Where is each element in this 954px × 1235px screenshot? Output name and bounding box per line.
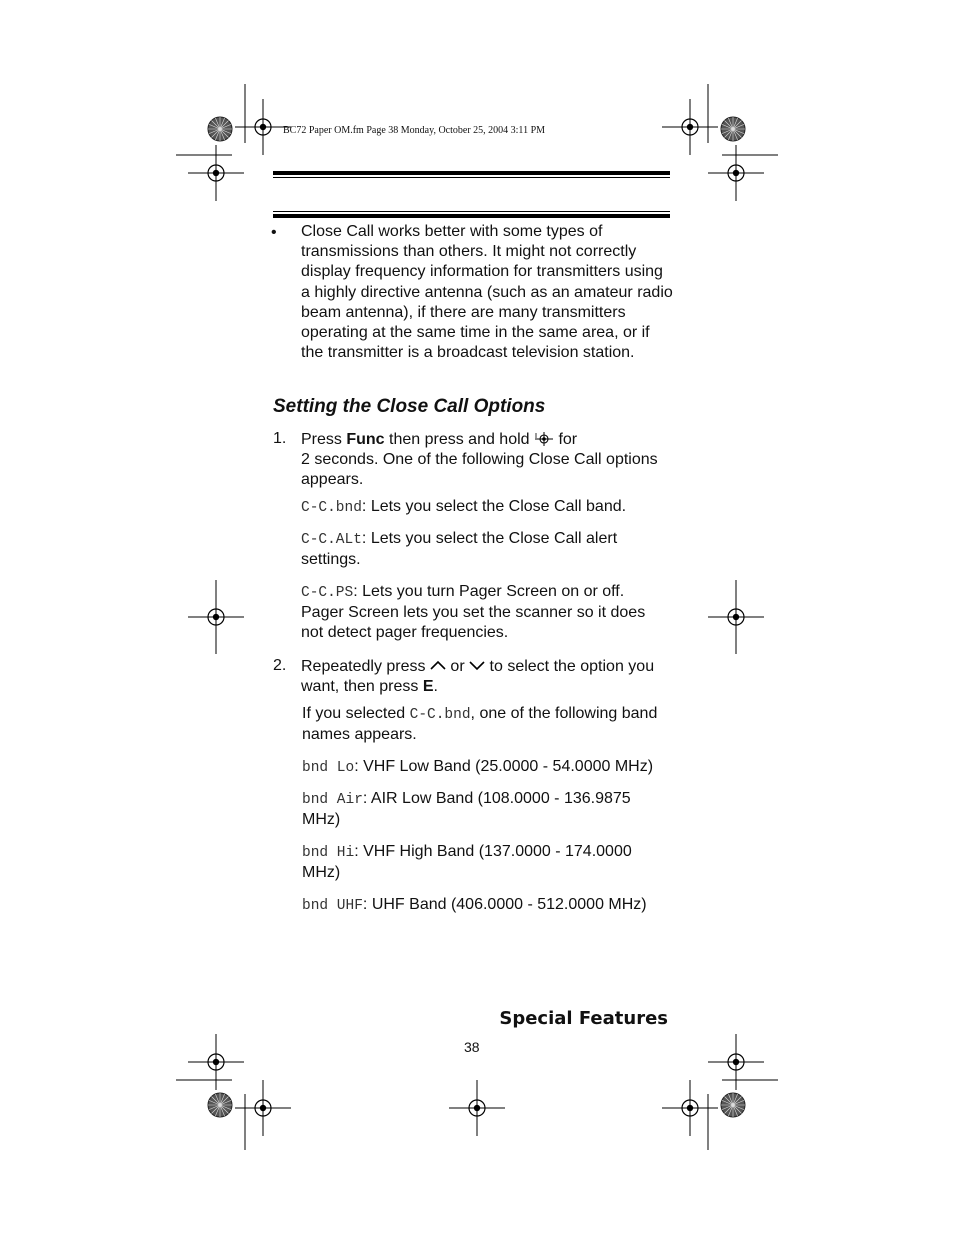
step-2-text bbox=[301, 657, 661, 697]
option-c-c-bnd bbox=[301, 497, 671, 518]
step-2-pre: Repeatedly press bbox=[301, 658, 430, 675]
option-code: C-C.ALt bbox=[301, 532, 362, 548]
if-post: , one of the following band names appears. bbox=[302, 705, 658, 744]
bullet-paragraph: Close Call works better with some types of transmissions than others. It might not correctly display frequency information for transmitters using a highly directive antenna (such as an amateur radio beam antenna), if there are many transmitters operating at the same time in the same area, or if the transmitter is a broadcast television station. bbox=[301, 223, 673, 362]
step-1-line2: 2 seconds. One of the following Close Call options appears. bbox=[301, 451, 658, 489]
band-code: bnd Air bbox=[302, 792, 363, 808]
band-description: : AIR Low Band (108.0000 - 136.9875 MHz) bbox=[302, 790, 631, 829]
band-code: bnd Lo bbox=[302, 760, 355, 776]
close-call-icon bbox=[534, 432, 554, 446]
option-c-c-alt bbox=[301, 529, 663, 570]
option-description: : Lets you turn Pager Screen on or off. Pager Screen lets you set the scanner so it does not detect pager frequencies. bbox=[301, 583, 646, 642]
band-code: bnd UHF bbox=[302, 898, 363, 914]
option-description: : Lets you select the Close Call band. bbox=[361, 498, 627, 515]
option-description: : Lets you select the Close Call alert settings. bbox=[301, 530, 618, 569]
file-info-header: BC72 Paper OM.fm Page 38 Monday, October 25, 2004 3:11 PM bbox=[283, 125, 546, 136]
if-selected-paragraph bbox=[302, 704, 662, 745]
step-2-or: or bbox=[445, 658, 470, 675]
band-lo bbox=[302, 757, 672, 778]
option-code: C-C.PS bbox=[301, 585, 354, 601]
step-2-end: . bbox=[433, 678, 438, 696]
step-2-mid: to select the option you want, then press bbox=[301, 658, 655, 696]
step-1-mid: then press and hold bbox=[384, 431, 534, 448]
band-description: : UHF Band (406.0000 - 512.0000 MHz) bbox=[362, 896, 647, 913]
band-air bbox=[302, 789, 666, 830]
option-code: C-C.bnd bbox=[301, 500, 362, 516]
section-rule-thin bbox=[273, 211, 670, 212]
step-1-pre: Press bbox=[301, 431, 347, 448]
top-rule-thick bbox=[273, 171, 670, 175]
bullet-symbol: • bbox=[271, 224, 277, 241]
band-description: : VHF High Band (137.0000 - 174.0000 MHz) bbox=[302, 843, 632, 882]
func-key: Func bbox=[346, 431, 385, 448]
step-1-number: 1. bbox=[273, 430, 287, 447]
section-heading: Setting the Close Call Options bbox=[273, 396, 546, 417]
section-rule-thick bbox=[273, 214, 670, 218]
option-c-c-ps bbox=[301, 582, 669, 644]
band-uhf bbox=[302, 895, 672, 916]
page-number: 38 bbox=[464, 1039, 480, 1055]
band-code: bnd Hi bbox=[302, 845, 355, 861]
step-1-text bbox=[301, 430, 671, 491]
footer-section-title: Special Features bbox=[499, 1008, 668, 1029]
e-key: E bbox=[422, 678, 434, 696]
if-code: C-C.bnd bbox=[409, 707, 471, 723]
if-pre: If you selected bbox=[302, 705, 410, 722]
top-rule-thin bbox=[273, 177, 670, 178]
step-1-post: for bbox=[554, 431, 578, 448]
band-hi bbox=[302, 842, 666, 883]
down-arrow-icon bbox=[469, 657, 485, 669]
band-description: : VHF Low Band (25.0000 - 54.0000 MHz) bbox=[354, 758, 654, 775]
up-arrow-icon bbox=[430, 657, 446, 669]
step-2-number: 2. bbox=[273, 657, 287, 674]
